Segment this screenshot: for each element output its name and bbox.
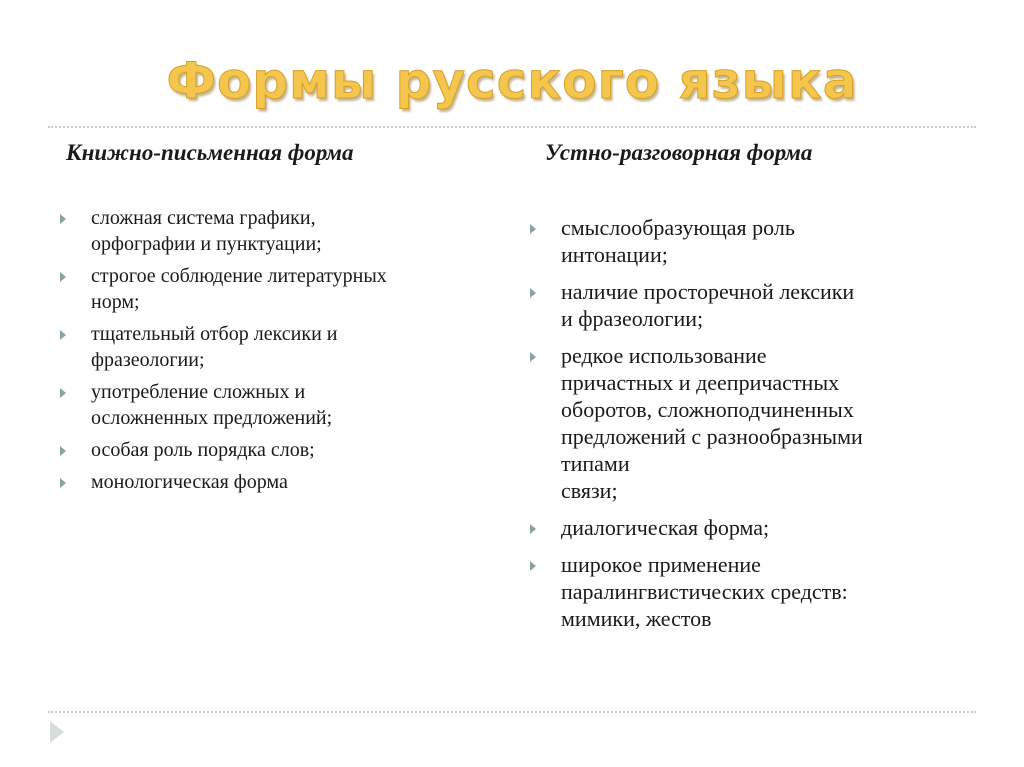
list-item [58,205,498,257]
bullet-triangle-icon [530,288,536,298]
list-item-text: сложная система графики, орфографии и пунктуации; [91,207,322,255]
list-item [58,263,498,315]
bullet-triangle-icon [530,561,536,571]
list-item-text: широкое применение паралингвистических средств: мимики, жестов [561,552,848,631]
bullet-triangle-icon [60,330,66,340]
list-item [528,342,974,504]
list-item-text: наличие просторечной лексики и фразеологии; [561,279,855,331]
list-item-text: употребление сложных и осложненных предложений; [91,381,333,429]
list-item-text: диалогическая форма; [561,515,770,540]
bullet-triangle-icon [60,272,66,282]
list-item-text: редкое использование причастных и деепричастных оборотов, сложноподчиненных предложений с разнообразными типами связи; [561,343,863,503]
right-column-heading: Устно-разговорная форма [545,140,813,165]
list-item-text: особая роль порядка слов; [91,439,315,461]
bullet-triangle-icon [60,446,66,456]
list-item-text: тщательный отбор лексики и фразеологии; [91,323,338,371]
list-item [528,214,974,268]
list-item-text: монологическая форма [91,471,288,493]
bottom-divider [48,711,976,713]
bullet-triangle-icon [530,224,536,234]
list-item [528,514,974,541]
next-slide-arrow-icon[interactable] [50,721,64,743]
list-item [58,321,498,373]
list-item [528,551,974,632]
bullet-triangle-icon [60,388,66,398]
list-item [58,379,498,431]
bullet-triangle-icon [530,352,536,362]
left-column-heading: Книжно-письменная форма [66,140,354,165]
list-item [58,469,498,495]
list-item [58,437,498,463]
bullet-triangle-icon [60,478,66,488]
top-divider [48,126,976,128]
list-item-text: строгое соблюдение литературных норм; [91,265,387,313]
bullet-triangle-icon [530,524,536,534]
left-bullet-list [58,205,498,501]
list-item [528,278,974,332]
bullet-triangle-icon [60,214,66,224]
right-bullet-list [528,214,974,642]
slide-title: Формы русского языка [166,52,858,110]
list-item-text: смыслообразующая роль интонации; [561,215,795,267]
